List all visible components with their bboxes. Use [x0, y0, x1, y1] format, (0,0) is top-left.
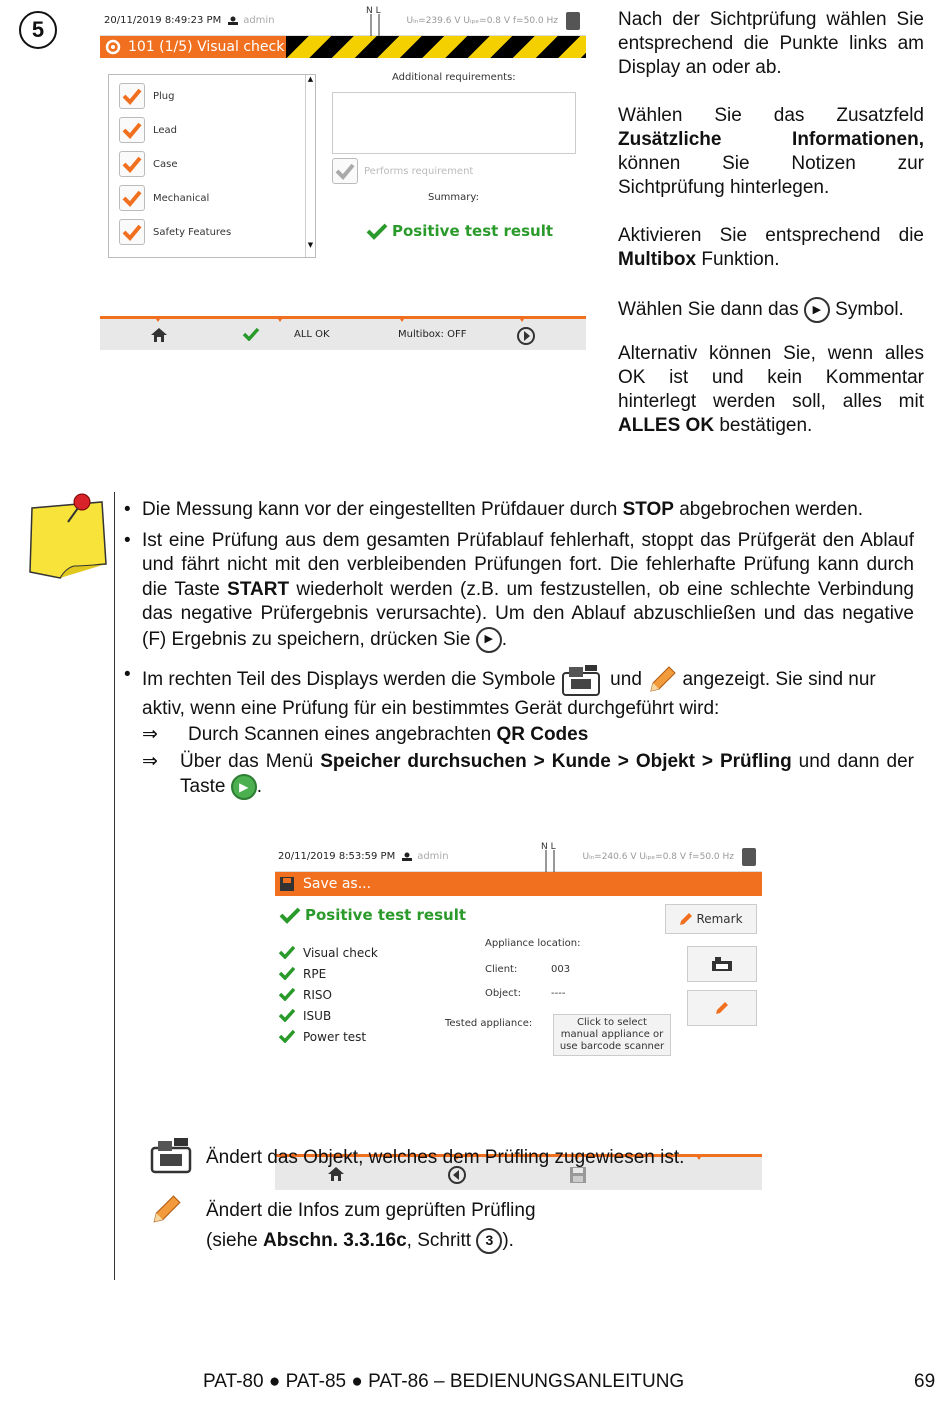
play-icon: ▶: [231, 774, 257, 800]
performs-label: Performs requirement: [364, 165, 474, 177]
nl-indicator: N L: [366, 6, 381, 16]
green-check-icon: [279, 1030, 295, 1043]
check-item-plug[interactable]: [119, 79, 315, 113]
orange-check-icon: [122, 155, 142, 173]
nl-lines-icon: [543, 850, 557, 872]
additional-requirements-field[interactable]: [332, 92, 576, 154]
note-bullet-1: • Die Messung kann vor der eingestellten Prüfdauer durch STOP abgebrochen werden.: [124, 499, 864, 520]
performs-requirement-toggle[interactable]: [332, 158, 473, 184]
legend-edit-info: Ändert die Infos zum geprüften Prüfling (siehe Abschn. 3.3.16c, Schritt 3 ).: [206, 1199, 536, 1254]
pencil-icon: [647, 665, 677, 695]
paragraph-2: Wählen Sie das Zusatzfeld Zusätzliche Informationen, können Sie Notizen zur Sichtprüfung hinterlegen.: [618, 105, 924, 198]
checkbox-checked[interactable]: [119, 151, 145, 177]
legend-change-object: Ändert das Objekt, welches dem Prüfling zugewiesen ist.: [206, 1147, 685, 1168]
save-as-screen: [275, 842, 762, 1136]
edit-appliance-button[interactable]: [687, 990, 757, 1026]
nl-indicator: N L: [541, 842, 556, 852]
change-object-icon: [150, 1136, 194, 1174]
change-object-icon: [561, 663, 605, 697]
measurement-readout: Uₗₙ=240.6 V Uᵢₚₑ=0.8 V f=50.0 Hz: [582, 851, 734, 862]
user-name: admin: [417, 851, 449, 862]
visual-check-screen: [100, 6, 586, 340]
caret-marker: [398, 316, 406, 322]
status-bar: [275, 842, 762, 872]
footer-title: PAT-80 ● PAT-85 ● PAT-86 – BEDIENUNGSANLEITUNG: [203, 1371, 685, 1392]
pencil-icon: [679, 912, 693, 926]
screen-title: 101 (1/5) Visual check: [128, 39, 285, 55]
sticky-note-icon: [26, 492, 108, 580]
test-item: Power test: [279, 1026, 378, 1047]
user-name: admin: [243, 15, 275, 26]
checkbox-checked[interactable]: [119, 83, 145, 109]
measurement-readout: Uₗₙ=239.6 V Uᵢₚₑ=0.8 V f=50.0 Hz: [406, 15, 558, 26]
page-number: 69: [914, 1371, 936, 1392]
orange-check-icon: [122, 87, 142, 105]
green-check-icon: [279, 967, 295, 980]
sub-item-menu: ⇒ Über das Menü Speicher durchsuchen > Kunde > Objekt > Prüfling und dann der Taste ▶ .: [124, 750, 914, 801]
client-value: 003: [551, 964, 571, 975]
orange-check-icon: [122, 223, 142, 241]
plug-icon: [742, 848, 756, 866]
test-icon: [104, 38, 122, 56]
gray-check-icon: [335, 162, 355, 180]
note-divider: [114, 492, 115, 1280]
multibox-toggle[interactable]: Multibox: OFF: [398, 329, 467, 340]
test-list: [279, 942, 378, 1047]
step-number-badge: 5: [19, 11, 57, 49]
object-label: Object:: [485, 988, 521, 999]
caret-marker: [276, 316, 284, 322]
green-check-icon: [279, 988, 295, 1001]
orange-check-icon: [122, 189, 142, 207]
next-icon[interactable]: [516, 326, 536, 346]
checkbox-checked[interactable]: [119, 185, 145, 211]
green-check-icon: [279, 906, 301, 924]
hazard-stripes: [286, 36, 586, 58]
paragraph-4: Wählen Sie dann das ▶ Symbol.: [618, 296, 924, 324]
change-object-icon: [711, 956, 733, 972]
test-item: RPE: [279, 963, 378, 984]
object-value: ----: [551, 988, 566, 999]
item-label: Safety Features: [153, 226, 232, 238]
visual-check-list: [108, 74, 316, 258]
test-item: Visual check: [279, 942, 378, 963]
notes-section: [124, 498, 914, 800]
caret-marker: [518, 316, 526, 322]
instructions-column: [618, 8, 924, 438]
item-label: Case: [153, 158, 178, 170]
caret-marker: [695, 1154, 703, 1160]
datetime: 20/11/2019 8:53:59 PM: [278, 851, 396, 862]
status-bar: [100, 6, 586, 36]
pencil-icon: [150, 1194, 182, 1226]
checkbox-disabled[interactable]: [332, 158, 358, 184]
check-item-mechanical[interactable]: [119, 181, 315, 215]
green-check-icon: [279, 1009, 295, 1022]
paragraph-1: Nach der Sichtprüfung wählen Sie entsprechend die Punkte links am Display an oder ab.: [618, 9, 924, 78]
next-icon: ▶: [804, 297, 830, 323]
check-item-safety-features[interactable]: [119, 215, 315, 249]
orange-check-icon: [122, 121, 142, 139]
green-check-icon: [279, 946, 295, 959]
test-result: Positive test result: [366, 222, 553, 240]
title-bar: [275, 872, 762, 896]
additional-label: Additional requirements:: [392, 72, 516, 83]
note-bullet-2: • Ist eine Prüfung aus dem gesamten Prüfablauf fehlerhaft, stoppt das Prüfgerät den Ablauf und fährt nicht mit den verbleibenden Prüfungen fort. Die fehlerhafte Prüfung kann durch die Taste START wiederholt werden (z.B. um festzustellen, ob eine schlechte Verbindung das negative Prüfergebnis verursachte). Um den Ablauf abzuschließen und das negative (F) Ergebnis zu speichern, drücken Sie ▶ .: [124, 529, 914, 653]
change-object-button[interactable]: [687, 946, 757, 982]
green-check-icon: [366, 222, 388, 240]
checkbox-checked[interactable]: [119, 117, 145, 143]
user-icon: [227, 16, 239, 26]
paragraph-5: Alternativ können Sie, wenn alles OK ist und kein Kommentar hinterlegt werden soll, alles mit ALLES OK bestätigen.: [618, 343, 924, 436]
user-indicator: [401, 851, 448, 862]
summary-label: Summary:: [428, 192, 479, 203]
bottom-toolbar: [100, 316, 586, 350]
save-icon: [279, 876, 295, 892]
all-ok-check-icon[interactable]: [242, 327, 260, 341]
item-label: Plug: [153, 90, 175, 102]
item-label: Lead: [153, 124, 178, 136]
user-icon: [401, 852, 413, 862]
step-reference: 3: [476, 1228, 502, 1254]
check-item-lead[interactable]: [119, 113, 315, 147]
test-item: ISUB: [279, 1005, 378, 1026]
all-ok-button[interactable]: ALL OK: [294, 329, 330, 340]
note-bullet-3: • Im rechten Teil des Displays werden die Symbole und angezeigt. Sie sind nur aktiv, wenn eine Prüfung für ein bestimmtes Gerät durchgeführt wird:: [124, 663, 876, 719]
paragraph-3: Aktivieren Sie entsprechend die Multibox Funktion.: [618, 225, 924, 270]
title-bar: [100, 36, 586, 58]
test-result: Positive test result: [279, 906, 466, 924]
remark-button[interactable]: Remark: [665, 904, 757, 934]
plug-icon: [566, 12, 580, 30]
next-icon: ▶: [476, 627, 502, 653]
list-scrollbar[interactable]: ▲ ▼: [305, 75, 315, 257]
sub-item-qr: ⇒ Durch Scannen eines angebrachten QR Codes: [142, 724, 589, 745]
check-item-case[interactable]: [119, 147, 315, 181]
user-indicator: [227, 15, 274, 26]
pencil-icon: [715, 1001, 729, 1015]
appliance-location-label: Appliance location:: [485, 938, 581, 949]
test-item: RISO: [279, 984, 378, 1005]
client-label: Client:: [485, 964, 518, 975]
nl-lines-icon: [368, 14, 382, 36]
checkbox-checked[interactable]: [119, 219, 145, 245]
item-label: Mechanical: [153, 192, 210, 204]
tested-appliance-label: Tested appliance:: [445, 1018, 533, 1029]
home-icon[interactable]: [150, 327, 168, 343]
datetime: 20/11/2019 8:49:23 PM: [104, 15, 222, 26]
select-appliance-button[interactable]: Click to select manual appliance or use barcode scanner: [553, 1014, 671, 1056]
screen-title: Save as...: [303, 876, 372, 892]
caret-marker: [154, 316, 162, 322]
